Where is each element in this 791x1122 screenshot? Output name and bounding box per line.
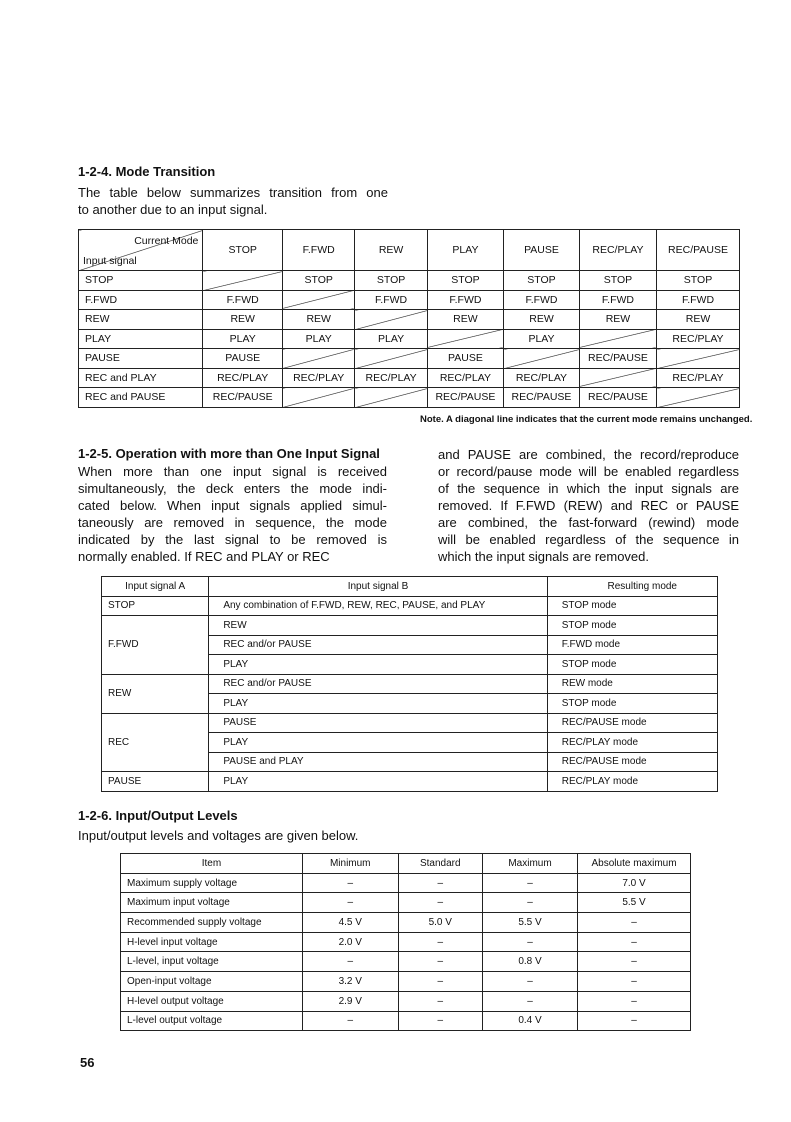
column-header: Resulting mode bbox=[547, 577, 717, 597]
value-cell: – bbox=[482, 893, 577, 913]
table-cell: REW bbox=[427, 310, 503, 330]
table-row bbox=[121, 893, 691, 913]
value-cell: 2.0 V bbox=[302, 932, 398, 952]
table-row bbox=[79, 290, 740, 310]
table-cell: REC/PAUSE bbox=[579, 388, 656, 408]
value-cell: 7.0 V bbox=[578, 873, 691, 893]
value-cell: – bbox=[398, 1011, 482, 1031]
input-signal-b: REC and/or PAUSE bbox=[209, 635, 547, 655]
table-cell: PLAY bbox=[355, 329, 427, 349]
value-cell: 4.5 V bbox=[302, 913, 398, 933]
input-signal-b: PLAY bbox=[209, 733, 547, 753]
value-cell: – bbox=[302, 893, 398, 913]
table-row bbox=[79, 349, 740, 369]
value-cell: – bbox=[398, 991, 482, 1011]
input-signal-a: STOP bbox=[102, 596, 209, 616]
text-line: to another due to an input signal. bbox=[78, 202, 268, 217]
io-levels-table bbox=[120, 853, 691, 1031]
value-cell: – bbox=[398, 952, 482, 972]
table-row bbox=[121, 1011, 691, 1031]
column-header: PAUSE bbox=[504, 230, 580, 271]
item-cell: Recommended supply voltage bbox=[121, 913, 303, 933]
item-cell: H-level input voltage bbox=[121, 932, 303, 952]
text-line: The table below summarizes transition from one bbox=[78, 185, 388, 200]
input-signal-b: REW bbox=[209, 616, 547, 636]
input-signal-b: PLAY bbox=[209, 772, 547, 792]
unchanged-cell bbox=[203, 271, 283, 291]
table-cell: STOP bbox=[282, 271, 354, 291]
table-row bbox=[121, 972, 691, 992]
unchanged-cell bbox=[282, 349, 354, 369]
section-title-io-levels: 1-2-6. Input/Output Levels bbox=[78, 808, 238, 823]
value-cell: – bbox=[398, 873, 482, 893]
input-signal-b: Any combination of F.FWD, REW, REC, PAUSE, and PLAY bbox=[209, 596, 547, 616]
table-cell: STOP bbox=[579, 271, 656, 291]
resulting-mode: STOP mode bbox=[547, 596, 717, 616]
table-cell: STOP bbox=[355, 271, 427, 291]
column-header: Absolute maximum bbox=[578, 854, 691, 874]
item-cell: L-level output voltage bbox=[121, 1011, 303, 1031]
unchanged-cell bbox=[579, 368, 656, 388]
table-cell: REC/PLAY bbox=[355, 368, 427, 388]
column-header: STOP bbox=[203, 230, 283, 271]
value-cell: – bbox=[578, 991, 691, 1011]
text-line: When more than one input signal is received bbox=[78, 464, 387, 479]
item-cell: H-level output voltage bbox=[121, 991, 303, 1011]
corner-header bbox=[79, 230, 203, 271]
table-cell: REC/PLAY bbox=[657, 368, 740, 388]
resulting-mode: REC/PLAY mode bbox=[547, 733, 717, 753]
text-line: normally enabled. If REC and PLAY or REC bbox=[78, 549, 330, 564]
value-cell: – bbox=[482, 873, 577, 893]
column-header: REC/PAUSE bbox=[657, 230, 740, 271]
value-cell: – bbox=[578, 972, 691, 992]
text-line: removed. If F.FWD (REW) and REC or PAUSE bbox=[438, 498, 739, 513]
multiple-inputs-text-left bbox=[78, 463, 387, 565]
table-cell: REW bbox=[504, 310, 580, 330]
table-row bbox=[79, 271, 740, 291]
value-cell: – bbox=[578, 1011, 691, 1031]
table-cell: STOP bbox=[504, 271, 580, 291]
column-header: Item bbox=[121, 854, 303, 874]
table-cell: F.FWD bbox=[504, 290, 580, 310]
input-signal-b: REC and/or PAUSE bbox=[209, 674, 547, 694]
table-cell: F.FWD bbox=[203, 290, 283, 310]
unchanged-cell bbox=[504, 349, 580, 369]
page-number: 56 bbox=[80, 1055, 95, 1070]
resulting-mode: REW mode bbox=[547, 674, 717, 694]
text-line: which the input signals are removed. bbox=[438, 549, 650, 564]
input-signal-a: PAUSE bbox=[102, 772, 209, 792]
table-cell: REC/PLAY bbox=[203, 368, 283, 388]
input-signal-b: PAUSE and PLAY bbox=[209, 752, 547, 772]
table-row bbox=[102, 596, 718, 616]
value-cell: – bbox=[482, 991, 577, 1011]
input-signal-a: REW bbox=[102, 674, 209, 713]
table-cell: F.FWD bbox=[355, 290, 427, 310]
row-header: PAUSE bbox=[79, 349, 203, 369]
table-cell: STOP bbox=[657, 271, 740, 291]
header-row bbox=[121, 854, 691, 874]
header-row bbox=[79, 230, 740, 271]
value-cell: – bbox=[578, 932, 691, 952]
column-header: REW bbox=[355, 230, 427, 271]
value-cell: 0.8 V bbox=[482, 952, 577, 972]
row-header: STOP bbox=[79, 271, 203, 291]
table-row bbox=[102, 713, 718, 733]
value-cell: – bbox=[482, 972, 577, 992]
resulting-mode: REC/PAUSE mode bbox=[547, 713, 717, 733]
table-row bbox=[102, 674, 718, 694]
table-cell: REC/PAUSE bbox=[504, 388, 580, 408]
text-line: taneously are removed in sequence, the mode bbox=[78, 515, 387, 530]
table-cell: F.FWD bbox=[657, 290, 740, 310]
mode-transition-table bbox=[78, 229, 740, 408]
table-row bbox=[121, 952, 691, 972]
value-cell: – bbox=[398, 972, 482, 992]
item-cell: L-level, input voltage bbox=[121, 952, 303, 972]
column-header: PLAY bbox=[427, 230, 503, 271]
table-cell: F.FWD bbox=[579, 290, 656, 310]
table-cell: REC/PAUSE bbox=[203, 388, 283, 408]
table-cell: PLAY bbox=[203, 329, 283, 349]
row-header: REC and PAUSE bbox=[79, 388, 203, 408]
text-line: indicated by the last signal to be removed is bbox=[78, 532, 387, 547]
table-row bbox=[79, 368, 740, 388]
current-mode-label: Current Mode bbox=[134, 235, 199, 247]
column-header: F.FWD bbox=[282, 230, 354, 271]
unchanged-cell bbox=[355, 388, 427, 408]
table-row bbox=[121, 913, 691, 933]
value-cell: – bbox=[302, 952, 398, 972]
header-row bbox=[102, 577, 718, 597]
text-line: and PAUSE are combined, the record/reproduce bbox=[438, 447, 739, 462]
value-cell: 5.5 V bbox=[482, 913, 577, 933]
row-header: PLAY bbox=[79, 329, 203, 349]
resulting-mode: REC/PAUSE mode bbox=[547, 752, 717, 772]
input-signal-a: REC bbox=[102, 713, 209, 772]
table-row bbox=[102, 772, 718, 792]
unchanged-cell bbox=[355, 349, 427, 369]
value-cell: – bbox=[482, 932, 577, 952]
text-line: will be enabled regardless of the sequence in bbox=[438, 532, 739, 547]
column-header: Minimum bbox=[302, 854, 398, 874]
text-line: are combined, the fast-forward (rewind) mode bbox=[438, 515, 739, 530]
resulting-mode: F.FWD mode bbox=[547, 635, 717, 655]
input-signal-b: PLAY bbox=[209, 694, 547, 714]
column-header: Standard bbox=[398, 854, 482, 874]
value-cell: 2.9 V bbox=[302, 991, 398, 1011]
mode-transition-intro bbox=[78, 184, 388, 218]
table-cell: F.FWD bbox=[427, 290, 503, 310]
table-cell: REW bbox=[282, 310, 354, 330]
row-header: REC and PLAY bbox=[79, 368, 203, 388]
column-header: REC/PLAY bbox=[579, 230, 656, 271]
unchanged-cell bbox=[282, 388, 354, 408]
value-cell: 5.5 V bbox=[578, 893, 691, 913]
table-cell: STOP bbox=[427, 271, 503, 291]
resulting-mode: STOP mode bbox=[547, 694, 717, 714]
unchanged-cell bbox=[282, 290, 354, 310]
table-cell: PAUSE bbox=[427, 349, 503, 369]
input-signal-b: PAUSE bbox=[209, 713, 547, 733]
value-cell: – bbox=[302, 873, 398, 893]
text-line: of the sequence in which the input signals are bbox=[438, 481, 739, 496]
value-cell: 5.0 V bbox=[398, 913, 482, 933]
table-row bbox=[121, 873, 691, 893]
table-cell: PLAY bbox=[504, 329, 580, 349]
text-line: cated below. When input signals applied simul- bbox=[78, 498, 387, 513]
input-signal-label: Input signal bbox=[83, 255, 137, 267]
item-cell: Open-input voltage bbox=[121, 972, 303, 992]
section-title-multiple-inputs: 1-2-5. Operation with more than One Input Signal bbox=[78, 446, 380, 461]
text-line: simultaneously, the deck enters the mode indi- bbox=[78, 481, 387, 496]
unchanged-cell bbox=[355, 310, 427, 330]
table-cell: REW bbox=[203, 310, 283, 330]
text-line: or record/pause mode will be enabled regardless bbox=[438, 464, 739, 479]
table-cell: REC/PLAY bbox=[657, 329, 740, 349]
table-cell: REC/PLAY bbox=[282, 368, 354, 388]
table-row bbox=[121, 991, 691, 1011]
column-header: Input signal B bbox=[209, 577, 547, 597]
multiple-inputs-text-right bbox=[438, 446, 739, 565]
unchanged-cell bbox=[579, 329, 656, 349]
table-row bbox=[121, 932, 691, 952]
resulting-mode: STOP mode bbox=[547, 616, 717, 636]
table-cell: REC/PAUSE bbox=[427, 388, 503, 408]
value-cell: 3.2 V bbox=[302, 972, 398, 992]
text-line: Input/output levels and voltages are given below. bbox=[78, 828, 359, 843]
table-cell: REW bbox=[657, 310, 740, 330]
table-note: Note. A diagonal line indicates that the current mode remains unchanged. bbox=[420, 414, 753, 425]
value-cell: – bbox=[578, 913, 691, 933]
table-row bbox=[79, 329, 740, 349]
item-cell: Maximum supply voltage bbox=[121, 873, 303, 893]
table-row bbox=[79, 388, 740, 408]
value-cell: – bbox=[578, 952, 691, 972]
input-signal-b: PLAY bbox=[209, 655, 547, 675]
column-header: Input signal A bbox=[102, 577, 209, 597]
value-cell: – bbox=[398, 932, 482, 952]
item-cell: Maximum input voltage bbox=[121, 893, 303, 913]
unchanged-cell bbox=[657, 388, 740, 408]
row-header: F.FWD bbox=[79, 290, 203, 310]
multiple-input-table bbox=[101, 576, 718, 792]
resulting-mode: REC/PLAY mode bbox=[547, 772, 717, 792]
row-header: REW bbox=[79, 310, 203, 330]
value-cell: 0.4 V bbox=[482, 1011, 577, 1031]
table-cell: REC/PLAY bbox=[504, 368, 580, 388]
table-cell: PLAY bbox=[282, 329, 354, 349]
table-row bbox=[79, 310, 740, 330]
table-cell: REC/PAUSE bbox=[579, 349, 656, 369]
table-cell: PAUSE bbox=[203, 349, 283, 369]
value-cell: – bbox=[302, 1011, 398, 1031]
unchanged-cell bbox=[657, 349, 740, 369]
section-title-mode-transition: 1-2-4. Mode Transition bbox=[78, 164, 216, 179]
input-signal-a: F.FWD bbox=[102, 616, 209, 675]
value-cell: – bbox=[398, 893, 482, 913]
io-levels-intro bbox=[78, 827, 478, 844]
unchanged-cell bbox=[427, 329, 503, 349]
table-cell: REC/PLAY bbox=[427, 368, 503, 388]
table-row bbox=[102, 616, 718, 636]
table-cell: REW bbox=[579, 310, 656, 330]
resulting-mode: STOP mode bbox=[547, 655, 717, 675]
column-header: Maximum bbox=[482, 854, 577, 874]
